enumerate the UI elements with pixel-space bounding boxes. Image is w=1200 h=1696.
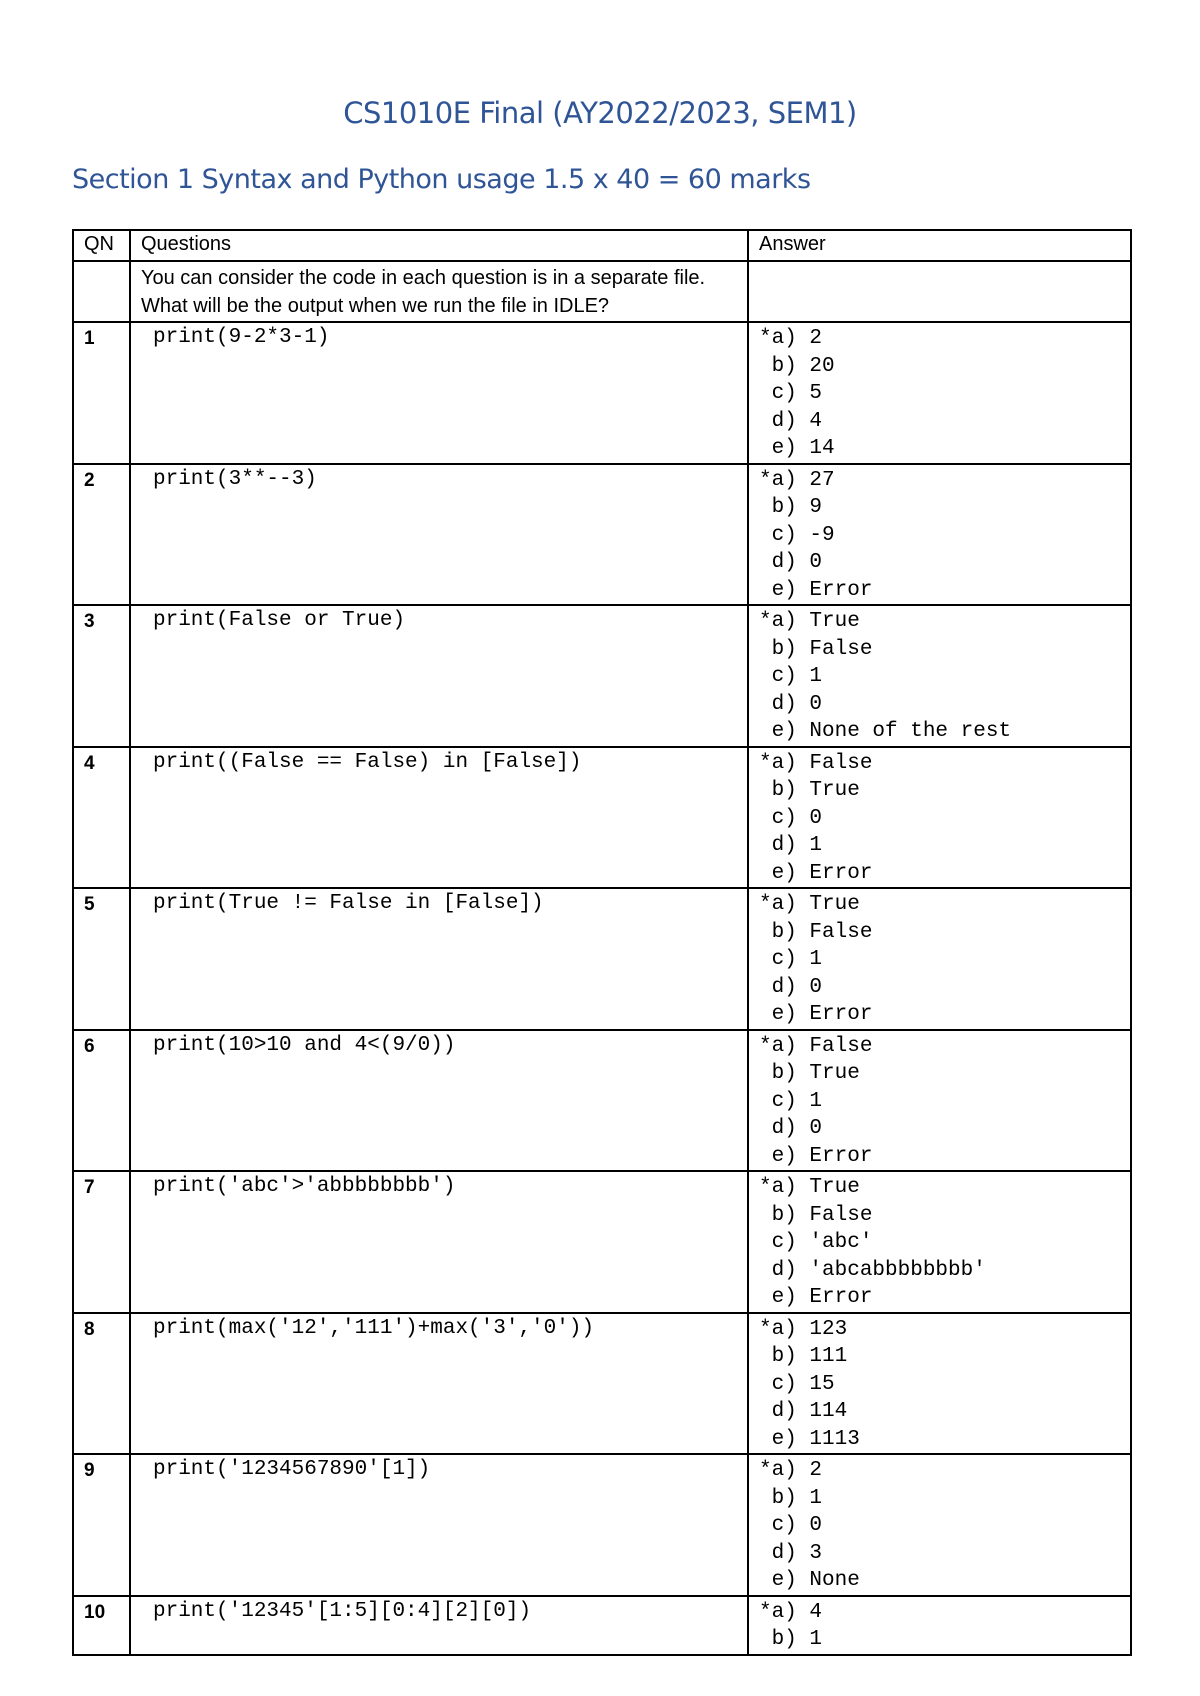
question-row bbox=[73, 1030, 1131, 1172]
question-code-cell bbox=[130, 605, 748, 747]
answer-option: b) 1 bbox=[759, 1486, 823, 1510]
answer-option: b) False bbox=[759, 1203, 873, 1227]
question-number: 7 bbox=[84, 1177, 95, 1198]
question-code-cell bbox=[130, 1171, 748, 1313]
answer-options-cell bbox=[748, 1596, 1131, 1655]
question-number: 9 bbox=[84, 1460, 95, 1481]
question-code-cell bbox=[130, 1030, 748, 1172]
answer-options-cell bbox=[748, 1313, 1131, 1455]
question-number: 5 bbox=[84, 894, 95, 915]
answer-option: *a) 27 bbox=[759, 468, 835, 492]
answer-options-cell bbox=[748, 888, 1131, 1030]
answer-option: b) 111 bbox=[759, 1345, 848, 1368]
answer-option: c) 1 bbox=[759, 1089, 823, 1113]
answer-option: d) 114 bbox=[759, 1400, 848, 1423]
answer-option: c) 'abc' bbox=[759, 1231, 873, 1254]
questions-table bbox=[72, 229, 1132, 1656]
question-code-cell bbox=[130, 1454, 748, 1596]
answer-option: e) None of the rest bbox=[759, 720, 1012, 743]
question-code-cell bbox=[130, 1596, 748, 1655]
answer-options-cell bbox=[748, 1030, 1131, 1172]
answer-option: c) -9 bbox=[759, 523, 835, 547]
intro-answer-cell bbox=[748, 261, 1131, 322]
answer-option: b) False bbox=[759, 637, 873, 661]
question-code: print('12345'[1:5][0:4][2][0]) bbox=[153, 1599, 532, 1623]
answer-option: b) 20 bbox=[759, 354, 835, 378]
answer-options bbox=[749, 1031, 1130, 1171]
question-number: 6 bbox=[84, 1035, 95, 1057]
question-code: print(9-2*3-1) bbox=[153, 326, 330, 349]
question-number: 3 bbox=[84, 611, 95, 632]
question-code: print(False or True) bbox=[153, 609, 406, 632]
question-number-cell bbox=[73, 1313, 130, 1455]
answer-options-cell bbox=[748, 322, 1131, 464]
question-row bbox=[73, 888, 1131, 1030]
question-code: print(True != False in [False]) bbox=[153, 892, 544, 915]
answer-option: e) Error bbox=[759, 861, 873, 885]
question-row bbox=[73, 1171, 1131, 1313]
answer-option: e) Error bbox=[759, 578, 873, 602]
answer-options-cell bbox=[748, 1171, 1131, 1313]
answer-option: b) 9 bbox=[759, 496, 823, 519]
answer-options bbox=[749, 1455, 1130, 1595]
answer-option: b) True bbox=[759, 779, 860, 802]
answer-option: e) Error bbox=[759, 1286, 873, 1309]
question-row bbox=[73, 322, 1131, 464]
answer-option: *a) 4 bbox=[759, 1600, 823, 1624]
section-heading: Section 1 Syntax and Python usage 1.5 x 40 = 60 marks bbox=[72, 164, 811, 195]
answer-option: *a) False bbox=[759, 1034, 873, 1058]
answer-option: c) 5 bbox=[759, 382, 823, 405]
question-number-cell bbox=[73, 605, 130, 747]
answer-option: *a) False bbox=[759, 751, 873, 775]
answer-option: e) None bbox=[759, 1569, 860, 1592]
question-code-cell bbox=[130, 888, 748, 1030]
answer-option: *a) 123 bbox=[759, 1317, 848, 1341]
question-code: print((False == False) in [False]) bbox=[153, 750, 582, 774]
header-qn: QN bbox=[73, 230, 130, 261]
answer-options-cell bbox=[748, 1454, 1131, 1596]
question-code-cell bbox=[130, 464, 748, 606]
document-title: CS1010E Final (AY2022/2023, SEM1) bbox=[343, 96, 857, 130]
question-number-cell bbox=[73, 888, 130, 1030]
answer-option: d) 0 bbox=[759, 551, 823, 574]
question-row bbox=[73, 464, 1131, 606]
question-number-cell bbox=[73, 1030, 130, 1172]
question-code-cell bbox=[130, 1313, 748, 1455]
intro-text-cell bbox=[130, 261, 748, 322]
answer-option: d) 3 bbox=[759, 1541, 823, 1565]
answer-option: *a) True bbox=[759, 893, 860, 916]
answer-option: b) False bbox=[759, 920, 873, 944]
answer-options bbox=[749, 323, 1130, 463]
question-code: print('abc'>'abbbbbbbb') bbox=[153, 1175, 456, 1198]
question-row bbox=[73, 1454, 1131, 1596]
question-number-cell bbox=[73, 464, 130, 606]
question-number-cell bbox=[73, 1171, 130, 1313]
answer-options bbox=[749, 465, 1130, 605]
intro-qn-cell bbox=[73, 261, 130, 322]
question-number: 2 bbox=[84, 469, 95, 491]
answer-options bbox=[749, 1314, 1130, 1454]
question-number-cell bbox=[73, 747, 130, 889]
answer-option: d) 4 bbox=[759, 409, 823, 433]
intro-row bbox=[73, 261, 1131, 322]
answer-option: d) 1 bbox=[759, 834, 823, 857]
answer-option: c) 0 bbox=[759, 1514, 823, 1537]
answer-option: d) 'abcabbbbbbbb' bbox=[759, 1258, 986, 1282]
question-number: 8 bbox=[84, 1318, 95, 1340]
question-number: 10 bbox=[84, 1601, 106, 1623]
answer-option: c) 1 bbox=[759, 948, 823, 971]
answer-option: c) 0 bbox=[759, 806, 823, 830]
question-number-cell bbox=[73, 322, 130, 464]
answer-option: *a) True bbox=[759, 1176, 860, 1199]
answer-options bbox=[749, 1597, 1130, 1654]
question-code-cell bbox=[130, 322, 748, 464]
question-code-cell bbox=[130, 747, 748, 889]
answer-option: d) 0 bbox=[759, 1117, 823, 1140]
question-code: print(3**--3) bbox=[153, 467, 317, 491]
question-code: print(max('12','111')+max('3','0')) bbox=[153, 1316, 595, 1340]
question-row bbox=[73, 1596, 1131, 1655]
answer-options-cell bbox=[748, 747, 1131, 889]
answer-options bbox=[749, 889, 1130, 1029]
intro-text: You can consider the code in each question is in a separate file. What will be the output when we run the file in IDLE? bbox=[141, 267, 706, 317]
answer-option: *a) True bbox=[759, 610, 860, 633]
header-questions: Questions bbox=[130, 230, 748, 261]
answer-option: d) 0 bbox=[759, 692, 823, 716]
answer-option: c) 1 bbox=[759, 665, 823, 688]
answer-options-cell bbox=[748, 464, 1131, 606]
answer-option: e) Error bbox=[759, 1003, 873, 1026]
question-row bbox=[73, 1313, 1131, 1455]
question-number: 1 bbox=[84, 328, 95, 349]
question-number-cell bbox=[73, 1596, 130, 1655]
answer-option: *a) 2 bbox=[759, 327, 823, 350]
answer-option: *a) 2 bbox=[759, 1459, 823, 1482]
answer-options-cell bbox=[748, 605, 1131, 747]
answer-options bbox=[749, 748, 1130, 888]
question-code: print(10>10 and 4<(9/0)) bbox=[153, 1033, 456, 1057]
answer-option: e) Error bbox=[759, 1144, 873, 1168]
answer-option: c) 15 bbox=[759, 1372, 835, 1396]
answer-option: b) 1 bbox=[759, 1628, 823, 1651]
question-row bbox=[73, 605, 1131, 747]
table-header-row bbox=[73, 230, 1131, 261]
question-number-cell bbox=[73, 1454, 130, 1596]
question-code: print('1234567890'[1]) bbox=[153, 1458, 431, 1481]
header-answer: Answer bbox=[748, 230, 1131, 261]
answer-option: e) 14 bbox=[759, 437, 835, 460]
answer-option: e) 1113 bbox=[759, 1427, 860, 1451]
answer-option: d) 0 bbox=[759, 975, 823, 999]
answer-options bbox=[749, 606, 1130, 746]
answer-options bbox=[749, 1172, 1130, 1312]
answer-option: b) True bbox=[759, 1062, 860, 1085]
question-row bbox=[73, 747, 1131, 889]
question-number: 4 bbox=[84, 752, 95, 774]
